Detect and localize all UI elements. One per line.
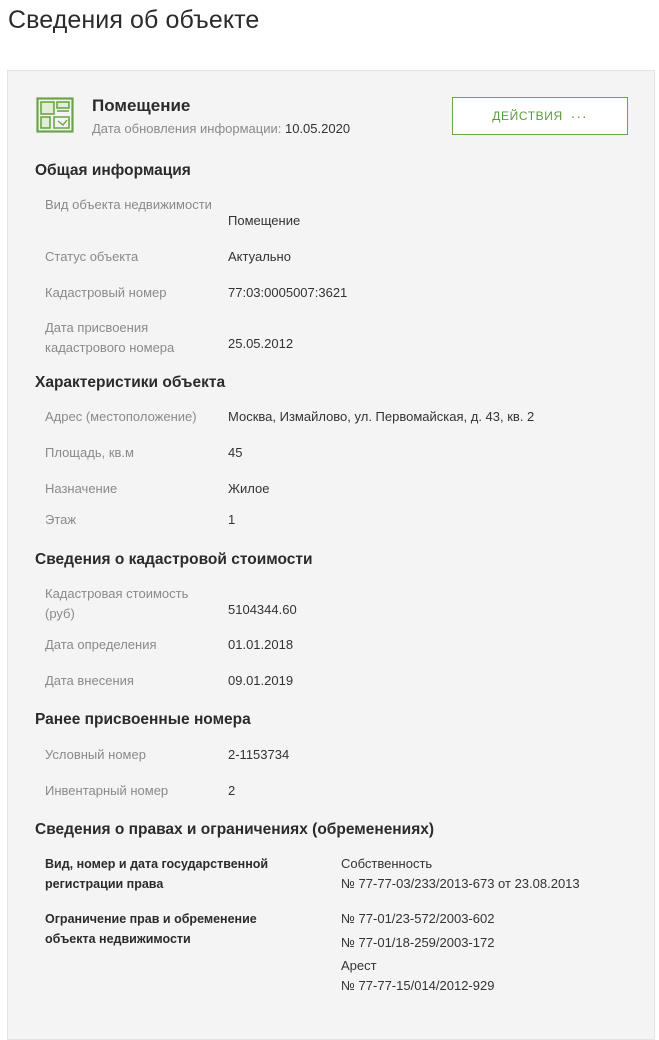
value-object-status: Актуально xyxy=(228,249,291,264)
label-assigned-date: Дата присвоения кадастрового номера xyxy=(45,320,175,355)
value-assigned-date: 25.05.2012 xyxy=(228,336,294,351)
section-characteristics-title: Характеристики объекта xyxy=(35,374,226,391)
label-purpose: Назначение xyxy=(45,481,118,496)
label-area: Площадь, кв.м xyxy=(45,445,134,460)
label-object-status: Статус объекта xyxy=(45,249,139,264)
value-restriction-2: № 77-01/18-259/2003-172 xyxy=(341,935,495,950)
section-rights-title: Сведения о правах и ограничениях (обременениях) xyxy=(35,821,435,838)
value-address: Москва, Измайлово, ул. Первомайская, д. 43, кв. 2 xyxy=(228,409,535,424)
label-registration: Вид, номер и дата государственной регистрации права xyxy=(45,857,269,891)
actions-button[interactable] xyxy=(452,97,628,135)
update-date: 10.05.2020 xyxy=(284,121,351,136)
update-label: Дата обновления информации: xyxy=(92,121,282,136)
value-object-type: Помещение xyxy=(228,213,301,228)
value-cadastral-number: 77:03:0005007:3621 xyxy=(228,285,348,300)
label-address: Адрес (местоположение) xyxy=(45,409,197,424)
object-name: Помещение xyxy=(92,96,191,115)
value-floor: 1 xyxy=(228,512,236,527)
value-entered-date: 09.01.2019 xyxy=(228,673,294,688)
page-title: Сведения об объекте xyxy=(8,6,260,34)
value-registration-number: № 77-77-03/233/2013-673 от 23.08.2013 xyxy=(341,876,580,891)
value-conditional-number: 2-1153734 xyxy=(228,747,290,762)
label-entered-date: Дата внесения xyxy=(45,673,134,688)
floor-plan-icon xyxy=(36,97,74,133)
more-dots-icon: ··· xyxy=(570,108,588,124)
object-card xyxy=(7,70,655,1040)
label-object-type: Вид объекта недвижимости xyxy=(45,197,212,212)
section-previous-title: Ранее присвоенные номера xyxy=(35,711,251,728)
section-general-title: Общая информация xyxy=(35,162,191,179)
section-cost-title: Сведения о кадастровой стоимости xyxy=(35,551,313,568)
value-restriction-3-type: Арест xyxy=(341,958,377,973)
value-registration-type: Собственность xyxy=(341,856,433,871)
value-restriction-1: № 77-01/23-572/2003-602 xyxy=(341,911,495,926)
value-area: 45 xyxy=(228,445,243,460)
value-cadastral-cost: 5104344.60 xyxy=(228,602,297,617)
update-info xyxy=(92,121,350,136)
value-determined-date: 01.01.2018 xyxy=(228,637,294,652)
label-restrictions: Ограничение прав и обременение объекта недвижимости xyxy=(45,912,257,946)
value-restriction-3: № 77-77-15/014/2012-929 xyxy=(341,978,495,993)
label-determined-date: Дата определения xyxy=(45,637,157,652)
label-inventory-number: Инвентарный номер xyxy=(45,783,169,798)
label-cadastral-cost: Кадастровая стоимость (руб) xyxy=(45,586,189,621)
label-floor: Этаж xyxy=(45,512,77,527)
value-purpose: Жилое xyxy=(228,481,270,496)
actions-label: ДЕЙСТВИЯ xyxy=(492,109,563,123)
label-conditional-number: Условный номер xyxy=(45,747,146,762)
value-inventory-number: 2 xyxy=(228,783,236,798)
label-cadastral-number: Кадастровый номер xyxy=(45,285,167,300)
